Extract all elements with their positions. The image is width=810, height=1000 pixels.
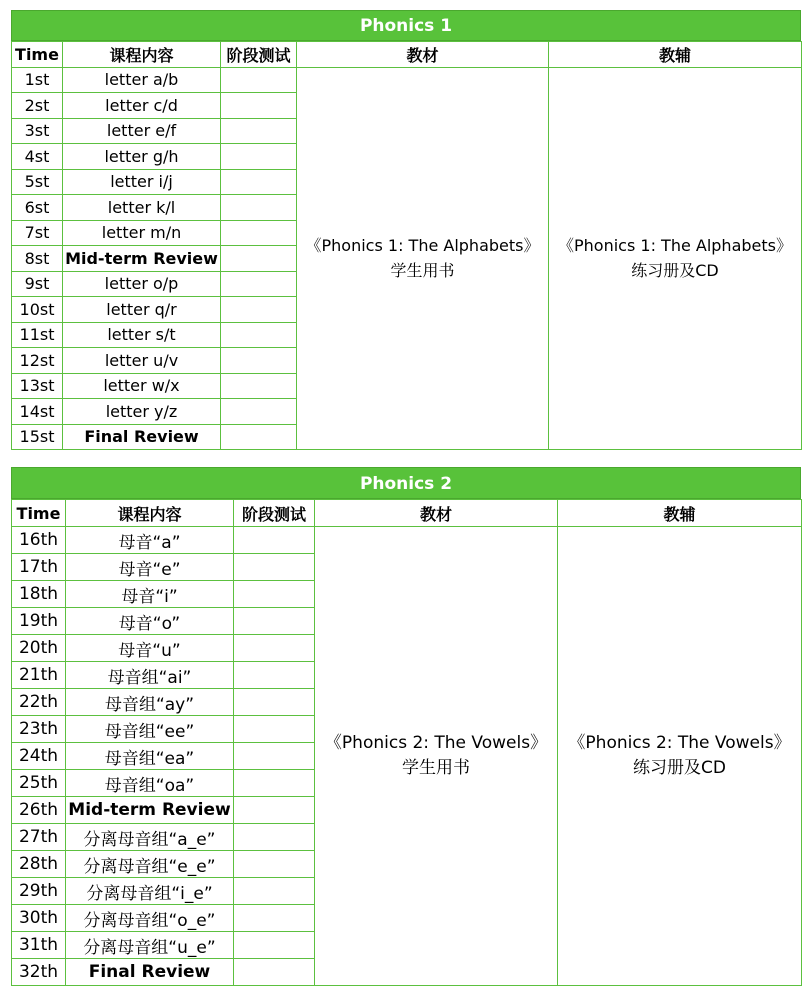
textbook-name: 《Phonics 2: The Vowels》: [324, 733, 548, 753]
test-cell: [221, 322, 297, 348]
content-cell: letter a/b: [63, 67, 221, 93]
header-test: 阶段测试: [234, 500, 315, 527]
time-cell: 30th: [12, 905, 66, 932]
test-cell: [234, 851, 315, 878]
time-cell: 14st: [12, 399, 63, 425]
aux-name: 《Phonics 2: The Vowels》: [568, 733, 791, 753]
test-cell: [221, 348, 297, 374]
test-cell: [221, 144, 297, 170]
content-cell: letter e/f: [63, 118, 221, 144]
header-textbook: 教材: [297, 42, 549, 68]
content-cell: 分离母音组“a_e”: [66, 824, 234, 851]
time-cell: 21th: [12, 662, 66, 689]
textbook-name: 《Phonics 1: The Alphabets》: [305, 236, 540, 256]
content-cell: letter u/v: [63, 348, 221, 374]
test-cell: [234, 635, 315, 662]
time-cell: 15st: [12, 424, 63, 450]
time-cell: 13st: [12, 373, 63, 399]
content-cell: Mid-term Review: [63, 246, 221, 272]
content-cell: 母音“o”: [66, 608, 234, 635]
aux-cell: [558, 527, 802, 986]
header-aux: 教辅: [549, 42, 802, 68]
content-cell: letter c/d: [63, 93, 221, 119]
test-cell: [234, 797, 315, 824]
header-content: 课程内容: [66, 500, 234, 527]
test-cell: [221, 118, 297, 144]
time-cell: 24th: [12, 743, 66, 770]
time-cell: 29th: [12, 878, 66, 905]
aux-name: 《Phonics 1: The Alphabets》: [558, 236, 792, 256]
textbook-type: 学生用书: [402, 758, 470, 778]
content-cell: 母音组“ay”: [66, 689, 234, 716]
time-cell: 26th: [12, 797, 66, 824]
test-cell: [221, 195, 297, 221]
time-cell: 10st: [12, 297, 63, 323]
test-cell: [234, 662, 315, 689]
time-cell: 31th: [12, 932, 66, 959]
time-cell: 20th: [12, 635, 66, 662]
table-row: [12, 527, 802, 554]
header-aux: 教辅: [558, 500, 802, 527]
textbook-type: 学生用书: [390, 261, 455, 281]
test-cell: [221, 399, 297, 425]
test-cell: [234, 554, 315, 581]
test-cell: [234, 689, 315, 716]
content-cell: letter o/p: [63, 271, 221, 297]
content-cell: 母音“e”: [66, 554, 234, 581]
content-cell: letter s/t: [63, 322, 221, 348]
test-cell: [234, 878, 315, 905]
test-cell: [234, 743, 315, 770]
test-cell: [234, 716, 315, 743]
time-cell: 9st: [12, 271, 63, 297]
test-cell: [221, 271, 297, 297]
time-cell: 11st: [12, 322, 63, 348]
header-textbook: 教材: [315, 500, 558, 527]
phonics2-table: [11, 499, 802, 986]
test-cell: [221, 220, 297, 246]
content-cell: letter g/h: [63, 144, 221, 170]
test-cell: [221, 373, 297, 399]
test-cell: [234, 770, 315, 797]
test-cell: [221, 297, 297, 323]
phonics2-title: Phonics 2: [11, 467, 801, 499]
header-time: Time: [12, 42, 63, 68]
time-cell: 7st: [12, 220, 63, 246]
content-cell: 分离母音组“u_e”: [66, 932, 234, 959]
phonics1-title: Phonics 1: [11, 10, 801, 41]
time-cell: 22th: [12, 689, 66, 716]
time-cell: 17th: [12, 554, 66, 581]
test-cell: [234, 608, 315, 635]
time-cell: 1st: [12, 67, 63, 93]
test-cell: [221, 246, 297, 272]
content-cell: Mid-term Review: [66, 797, 234, 824]
content-cell: 母音“u”: [66, 635, 234, 662]
aux-type: 练习册及CD: [633, 758, 726, 778]
test-cell: [221, 93, 297, 119]
content-cell: letter q/r: [63, 297, 221, 323]
content-cell: 母音组“ee”: [66, 716, 234, 743]
time-cell: 25th: [12, 770, 66, 797]
content-cell: letter m/n: [63, 220, 221, 246]
content-cell: letter k/l: [63, 195, 221, 221]
test-cell: [221, 424, 297, 450]
content-cell: 分离母音组“o_e”: [66, 905, 234, 932]
aux-type: 练习册及CD: [631, 261, 719, 281]
table-row: [12, 67, 802, 93]
content-cell: 分离母音组“i_e”: [66, 878, 234, 905]
header-test: 阶段测试: [221, 42, 297, 68]
time-cell: 6st: [12, 195, 63, 221]
time-cell: 4st: [12, 144, 63, 170]
time-cell: 27th: [12, 824, 66, 851]
header-content: 课程内容: [63, 42, 221, 68]
test-cell: [234, 581, 315, 608]
phonics1-table: [11, 41, 802, 450]
time-cell: 28th: [12, 851, 66, 878]
content-cell: 母音“i”: [66, 581, 234, 608]
content-cell: Final Review: [66, 959, 234, 986]
time-cell: 18th: [12, 581, 66, 608]
time-cell: 16th: [12, 527, 66, 554]
header-time: Time: [12, 500, 66, 527]
content-cell: 母音组“oa”: [66, 770, 234, 797]
time-cell: 3st: [12, 118, 63, 144]
content-cell: 分离母音组“e_e”: [66, 851, 234, 878]
content-cell: 母音组“ai”: [66, 662, 234, 689]
time-cell: 2st: [12, 93, 63, 119]
time-cell: 32th: [12, 959, 66, 986]
test-cell: [234, 527, 315, 554]
phonics2-schedule: [11, 467, 801, 986]
content-cell: letter w/x: [63, 373, 221, 399]
content-cell: 母音组“ea”: [66, 743, 234, 770]
textbook-cell: [315, 527, 558, 986]
time-cell: 12st: [12, 348, 63, 374]
content-cell: letter i/j: [63, 169, 221, 195]
time-cell: 23th: [12, 716, 66, 743]
test-cell: [234, 959, 315, 986]
content-cell: Final Review: [63, 424, 221, 450]
test-cell: [221, 67, 297, 93]
content-cell: letter y/z: [63, 399, 221, 425]
time-cell: 8st: [12, 246, 63, 272]
time-cell: 19th: [12, 608, 66, 635]
test-cell: [221, 169, 297, 195]
test-cell: [234, 905, 315, 932]
textbook-cell: [297, 67, 549, 450]
aux-cell: [549, 67, 802, 450]
phonics1-schedule: [11, 10, 801, 450]
content-cell: 母音“a”: [66, 527, 234, 554]
time-cell: 5st: [12, 169, 63, 195]
test-cell: [234, 932, 315, 959]
test-cell: [234, 824, 315, 851]
